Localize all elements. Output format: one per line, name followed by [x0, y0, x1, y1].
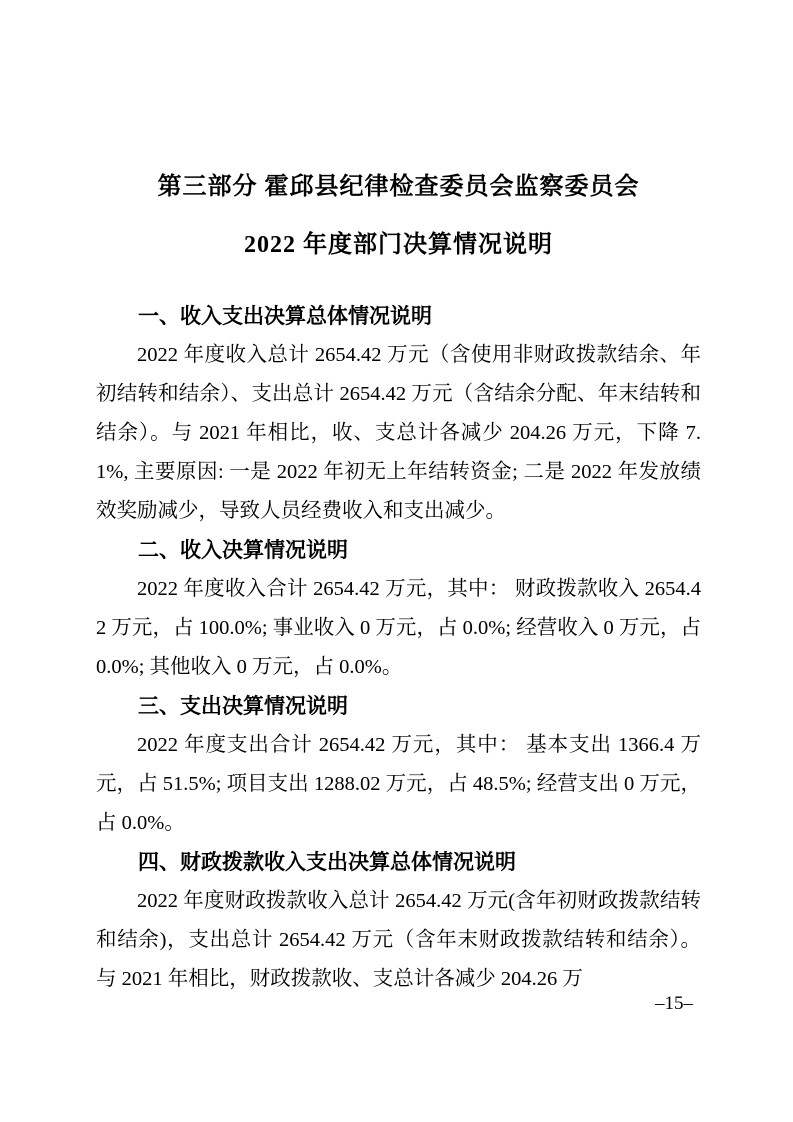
section-3-heading: 三、支出决算情况说明: [138, 695, 348, 718]
section-1-paragraph: 2022 年度收入总计 2654.42 万元（含使用非财政拨款结余、年初结转和结余）、支出总计 2654.42 万元（含结余分配、年末结转和结余）。与 2021 年相比，收、支总计各减少 204.26 万元，下降 7.1%, 主要原因: 一是 2022 年初无上年结转资金; 二是 2022 年发放绩效奖励减少，导致人员经费收入和支出减少。: [96, 344, 701, 522]
section-3-paragraph: 2022 年度支出合计 2654.42 万元，其中： 基本支出 1366.4 万元，占 51.5%; 项目支出 1288.02 万元，占 48.5%; 经营支出 0 万元，占 0.0%。: [96, 734, 701, 834]
section-1-heading: 一、收入支出决算总体情况说明: [138, 305, 432, 328]
document-title-line2: 2022 年度部门决算情况说明: [244, 232, 553, 258]
section-2-paragraph: 2022 年度收入合计 2654.42 万元，其中： 财政拨款收入 2654.42 万元，占 100.0%; 事业收入 0 万元，占 0.0%; 经营收入 0 万元，占 0.0%; 其他收入 0 万元，占 0.0%。: [96, 578, 701, 678]
section-2-heading: 二、收入决算情况说明: [138, 539, 348, 562]
page-number: –15–: [655, 993, 693, 1014]
document-title-line1: 第三部分 霍邱县纪律检查委员会监察委员会: [157, 174, 640, 200]
section-4-heading: 四、财政拨款收入支出决算总体情况说明: [138, 851, 516, 874]
section-4-paragraph: 2022 年度财政拨款收入总计 2654.42 万元(含年初财政拨款结转和结余)，支出总计 2654.42 万元（含年末财政拨款结转和结余）。与 2021 年相比，财政拨款收、支总计各减少 204.26 万: [96, 890, 701, 990]
